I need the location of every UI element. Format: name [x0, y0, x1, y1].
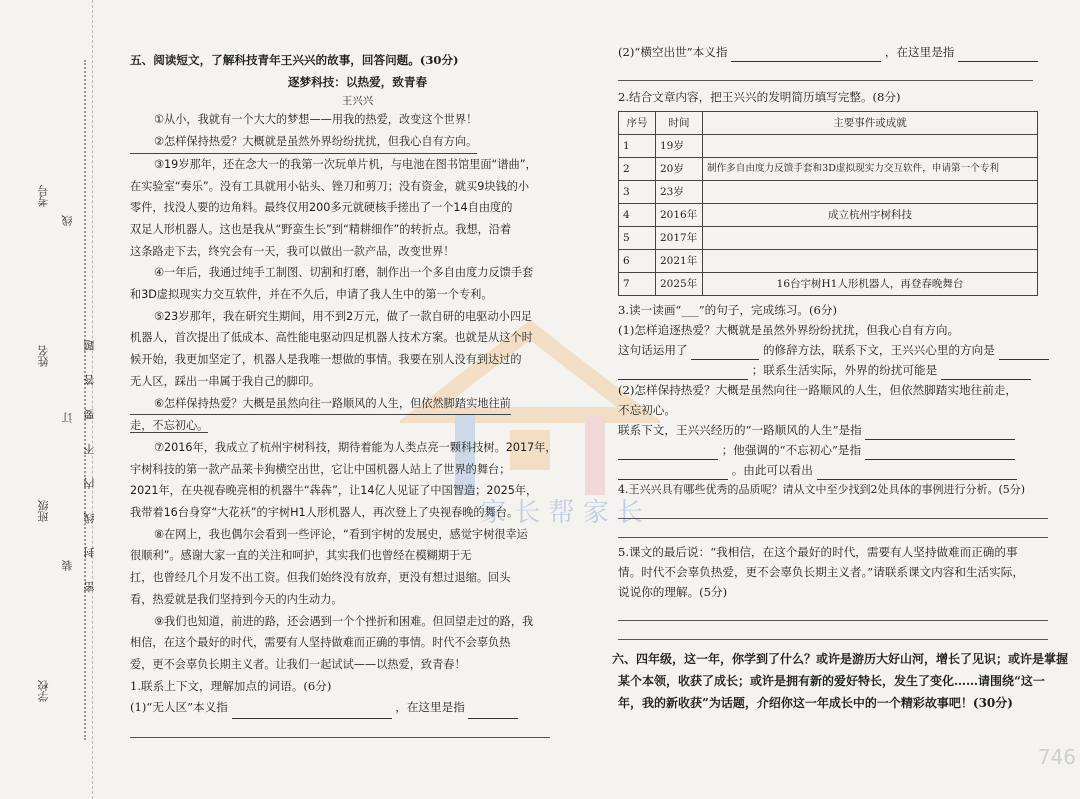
table-answer-cell[interactable]: [703, 135, 1038, 158]
table-answer-cell[interactable]: [703, 227, 1038, 250]
table-answer-cell[interactable]: [703, 181, 1038, 204]
invention-table: [618, 111, 1038, 296]
binding-xian: 线: [61, 215, 74, 226]
para-9-l1: ⑨我们也知道，前进的路，还会遇到一个个挫折和困难。但回望走过的路，我: [154, 614, 534, 628]
q1-2-answer-line[interactable]: [618, 62, 1033, 81]
table-header: 主要事件或成就: [703, 112, 1038, 135]
table-row: [619, 204, 1038, 227]
para-1: ①从小，我就有一个大大的梦想——用我的热爱，改变这个世界！: [154, 113, 478, 127]
table-cell: 成立杭州宇树科技: [703, 204, 1038, 227]
article-author: 王兴兴: [341, 95, 374, 108]
table-cell: 20岁: [656, 158, 703, 181]
para-5-l4: 无人区，踩出一串属于我自己的脚印。: [130, 374, 321, 388]
q4-answer-line-1[interactable]: [618, 500, 1048, 519]
q3-1-direction-blank[interactable]: [999, 345, 1049, 360]
para-5-l3: 候开始，我更加坚定了，机器人是我唯一想做的事情。我要在别人没有到达过的: [130, 353, 522, 367]
binding-ding: 订: [61, 412, 74, 423]
table-cell: 2017年: [656, 227, 703, 250]
q3-2-original-aspiration-blank[interactable]: [865, 445, 1015, 460]
para-7-l1: ⑦2016年，我成立了杭州宇树科技，期待着能为人类点亮一颗科技树。2017年，: [154, 440, 557, 454]
table-cell: 5: [619, 227, 656, 250]
question-1: 1.联系上下文，理解加点的词语。(6分): [130, 678, 332, 693]
table-cell: 19岁: [656, 135, 703, 158]
q1-2-prompt-a: (2)“横空出世”本义指: [618, 45, 728, 59]
table-row: [619, 158, 1038, 181]
q3-1-prompt-a: 这句话运用了: [618, 343, 688, 357]
table-cell: 16台宇树H1人形机器人，再登春晚舞台: [703, 273, 1038, 296]
section-six-l1: 六、四年级，这一年，你学到了什么？或许是游历大好山河，增长了见识；或许是掌握: [612, 652, 1069, 666]
section-six-l3: 年，我的新收获”为话题，介绍你这一年成长中的一个精彩故事吧！(30分): [618, 696, 1013, 710]
q3-1-sentence: (1)怎样追逐热爱？大概就是虽然外界纷纷扰扰，但我心自有方向。: [618, 323, 960, 337]
para-3-l2: 在实验室“奏乐”。没有工具就用小钻头、锉刀和剪刀；没有资金，就买9块钱的小: [130, 179, 530, 193]
q1-2-prompt-b: ，在这里是指: [884, 45, 955, 59]
q1-1-prompt-a: (1)“无人区”本义指: [130, 700, 228, 715]
q4-answer-line-2[interactable]: [618, 519, 1048, 538]
q3-2-sentence-b: 不忘初心。: [618, 403, 676, 417]
seal-warning: 密 封 线 内 不 要 答 题: [83, 330, 96, 593]
table-cell: 23岁: [656, 181, 703, 204]
right-column: [612, 42, 1069, 714]
table-header-row: [619, 112, 1038, 135]
q3-2-sentence: (2)怎样保持热爱？大概是虽然向往一路顺风的人生，但依然脚踏实地往前走，: [618, 383, 1018, 397]
question-3: 3.读一读画“___”的句子，完成练习。(6分): [618, 303, 838, 317]
q3-1-prompt-c: ；联系生活实际，外界的纷扰可能是: [751, 363, 938, 377]
para-3-l4: 双足人形机器人。这也是我从“野蛮生长”到“精耕细作”的转折点。我想，沿着: [130, 222, 512, 236]
table-cell: 1: [619, 135, 656, 158]
table-cell: 7: [619, 273, 656, 296]
table-cell: 4: [619, 204, 656, 227]
q1-1-answer-blank-a[interactable]: [232, 704, 392, 719]
table-cell: 制作多自由度力反馈手套和3D虚拟现实力交互软件，申请第一个专利: [703, 158, 1038, 181]
para-7-l3: 2021年，在央视春晚亮相的机器牛“犇犇”，让14亿人见证了中国智造；2025年，: [130, 484, 538, 498]
q3-2-prompt-c: 。由此可以看出: [731, 463, 813, 477]
q3-2-smooth-life-blank[interactable]: [865, 425, 1015, 440]
table-header: 序号: [619, 112, 656, 135]
para-8-l1: ⑧在网上，我也偶尔会看到一些评论，“看到宇树的发展史，感觉宇树很幸运: [154, 527, 528, 541]
binding-label-banji: 班级: [37, 500, 50, 522]
q1-2-answer-blank-b[interactable]: [958, 47, 1038, 62]
para-6-l1: ⑥怎样保持热爱？大概是虽然向往一路顺风的人生，但依然脚踏实地往前: [130, 393, 511, 416]
left-column: [130, 50, 585, 738]
q3-2-smooth-life-blank-2[interactable]: [618, 445, 718, 460]
q1-1-prompt-b: ，在这里是指: [395, 700, 465, 715]
q5-answer-line-1[interactable]: [618, 602, 1048, 621]
q1-1-answer-blank-b[interactable]: [468, 704, 518, 719]
q1-1-answer-line[interactable]: [130, 719, 550, 738]
table-answer-cell[interactable]: [703, 250, 1038, 273]
binding-label-kaohao: 考号: [37, 185, 50, 207]
table-row: [619, 227, 1038, 250]
table-cell: 6: [619, 250, 656, 273]
para-5-l2: 机器人，首次提出了低成本、高性能电驱动四足机器人技术方案。也就是从这个时: [130, 331, 533, 345]
table-header: 时间: [656, 112, 703, 135]
binding-zhuang: 装: [61, 560, 74, 571]
table-cell: 2021年: [656, 250, 703, 273]
q3-1-disturbance-blank[interactable]: [941, 365, 1031, 380]
binding-label-xuexiao: 学校: [37, 680, 50, 702]
para-3-l3: 零件，找没人要的边角料。最终仅用200多元就硬核手搓出了一个14自由度的: [130, 201, 513, 215]
question-5-l3: 说说你的理解。(5分): [618, 585, 728, 599]
table-row: [619, 273, 1038, 296]
q3-2-prompt-b: ；他强调的“不忘初心”是指: [721, 443, 862, 457]
table-row: [619, 135, 1038, 158]
para-3-l1: ③19岁那年，还在念大一的我第一次玩单片机，与电池在图书馆里面“谱曲”，: [154, 157, 537, 171]
section-five-title: 五、阅读短文，了解科技青年王兴兴的故事，回答问题。(30分): [130, 53, 459, 67]
question-5-l1: 5.课文的最后说：“我相信，在这个最好的时代，需要有人坚持做难而正确的事: [618, 545, 1018, 559]
q3-1-direction-blank-2[interactable]: [618, 365, 748, 380]
para-3-l5: 这条路走下去，终究会有一天，我可以做出一款产品，改变世界！: [130, 244, 455, 258]
binding-label-xingming: 姓名: [37, 345, 50, 367]
article-title: 逐梦科技：以热爱，致青春: [287, 74, 428, 89]
para-7-l2: 宇树科技的第一款产品莱卡狗横空出世，它让中国机器人站上了世界的舞台；: [130, 462, 511, 476]
table-row: [619, 250, 1038, 273]
para-9-l3: 爱，更不会辜负长期主义者。让我们一起试试——以热爱，致青春！: [130, 657, 466, 671]
para-5-l1: ⑤23岁那年，我在研究生期间，用不到2万元，做了一款自研的电驱动小四足: [154, 309, 533, 323]
section-six-l2: 某个本领，收获了成长；或许是拥有新的爱好特长，发生了变化……请围绕“这一: [618, 674, 1045, 688]
para-6-l2: 走，不忘初心。: [130, 419, 209, 433]
page-number: 746: [1037, 745, 1076, 769]
para-8-l4: 看，热爱就是我们坚持到今天的内生动力。: [130, 592, 343, 606]
table-cell: 2: [619, 158, 656, 181]
question-2: 2.结合文章内容，把王兴兴的发明简历填写完整。(8分): [618, 90, 901, 104]
table-cell: 2016年: [656, 204, 703, 227]
q3-1-rhetoric-blank[interactable]: [691, 345, 759, 360]
para-8-l2: 很顺利”。感谢大家一直的关注和呵护，其实我们也曾经在模糊期于无: [130, 549, 472, 563]
q3-1-prompt-b: 的修辞方法，联系下文，王兴兴心里的方向是: [762, 343, 995, 357]
para-8-l3: 扛，也曾经几个月发不出工资。但我们始终没有放弃，更没有想过退缩。回头: [130, 571, 511, 585]
para-7-l4: 我带着16台身穿“大花袄”的宇树H1人形机器人，再次登上了央视春晚的舞台。: [130, 506, 519, 520]
para-9-l2: 相信，在这个最好的时代，需要有人坚持做难而正确的事情。时代不会辜负热: [130, 636, 511, 650]
question-4: 4.王兴兴具有哪些优秀的品质呢？请从文中至少找到2处具体的事例进行分析。(5分): [618, 483, 1026, 496]
q3-2-conclusion-blank[interactable]: [817, 465, 1017, 480]
para-4-l1: ④一年后，我通过纯手工制图、切割和打磨，制作出一个多自由度力反馈手套: [154, 266, 534, 280]
table-row: [619, 181, 1038, 204]
para-4-l2: 和3D虚拟现实力交互软件，并在不久后，申请了我人生中的第一个专利。: [130, 288, 493, 302]
table-cell: 3: [619, 181, 656, 204]
q3-2-original-aspiration-blank-2[interactable]: [618, 465, 728, 480]
table-cell: 2025年: [656, 273, 703, 296]
watermark-text: 家 长 帮 家 长: [480, 498, 644, 528]
q5-answer-line-2[interactable]: [618, 621, 1048, 640]
q1-2-answer-blank-a[interactable]: [731, 47, 881, 62]
para-2: ②怎样保持热爱？大概就是虽然外界纷纷扰扰，但我心自有方向。: [130, 131, 477, 154]
q3-2-prompt-a: 联系下文，王兴兴经历的“一路顺风的人生”是指: [618, 423, 862, 437]
question-5-l2: 情。时代不会辜负热爱，更不会辜负长期主义者。”请联系课文内容和生活实际，: [618, 565, 1024, 579]
